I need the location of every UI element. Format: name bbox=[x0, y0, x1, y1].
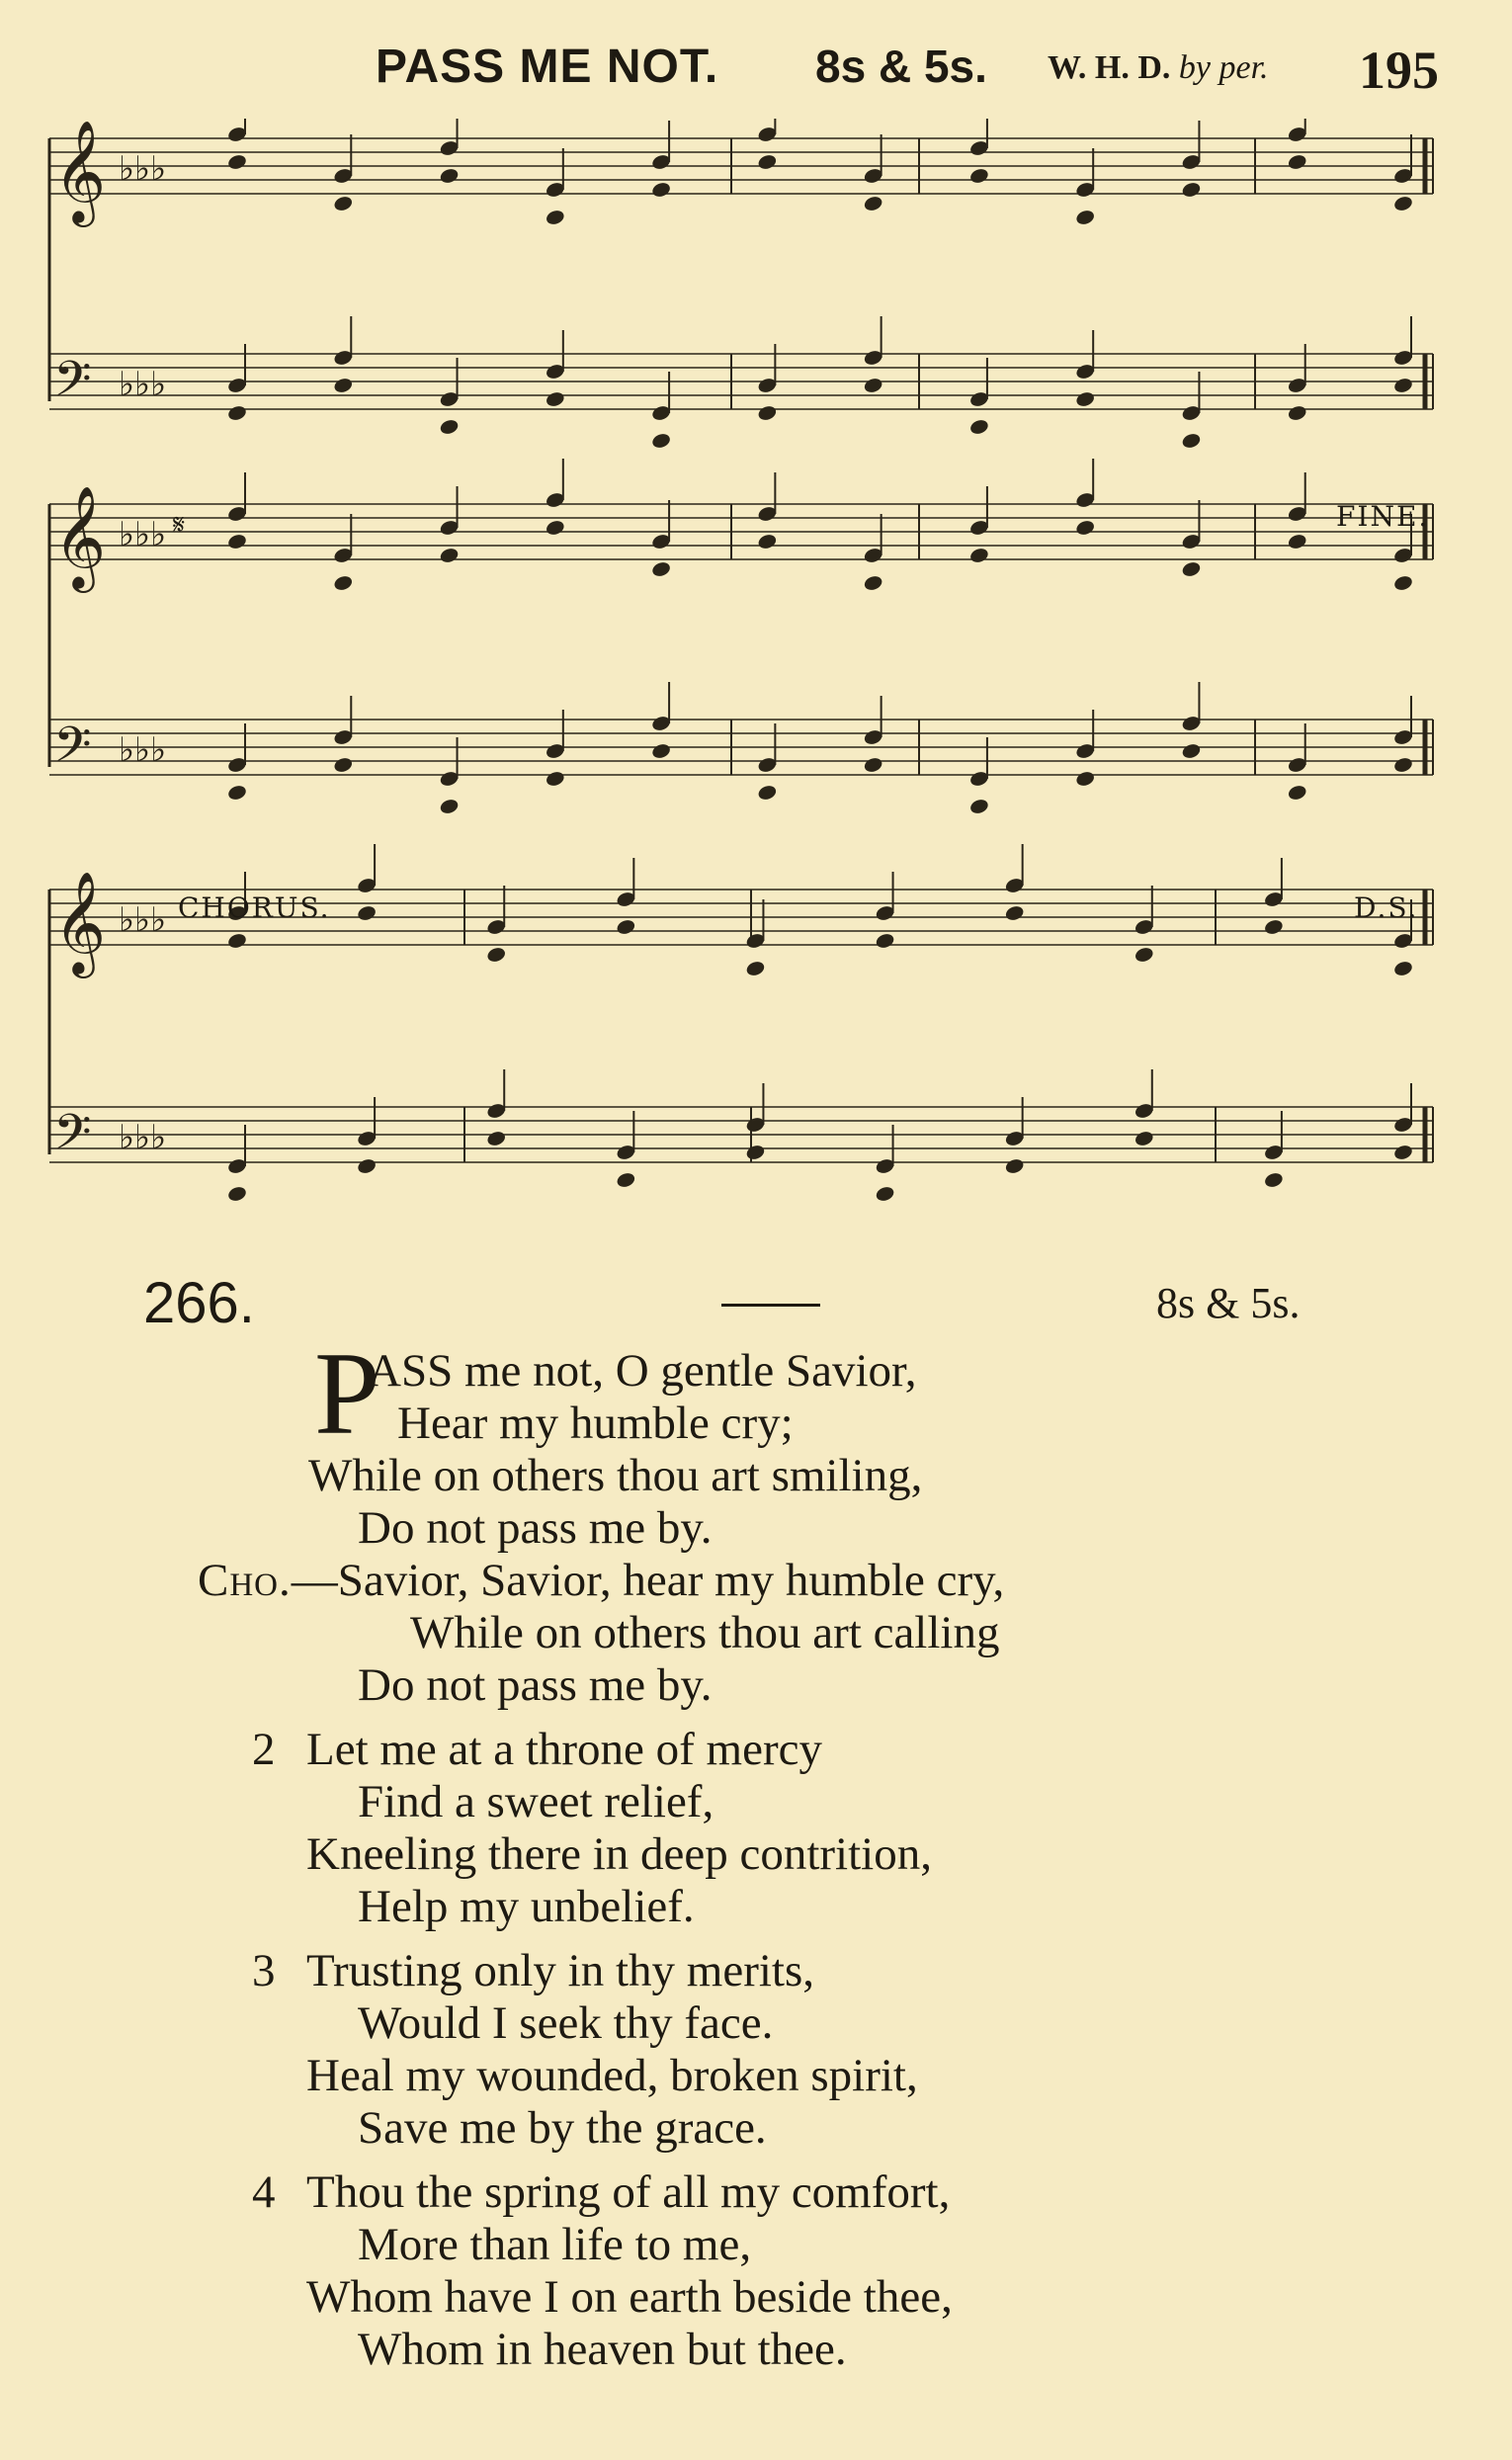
note-head bbox=[875, 1185, 895, 1203]
note-head bbox=[486, 1130, 507, 1147]
note-head bbox=[439, 798, 460, 815]
note-head bbox=[545, 519, 565, 537]
note-head bbox=[650, 560, 671, 578]
drop-cap: P bbox=[314, 1327, 380, 1459]
bass-clef-icon: 𝄢 bbox=[53, 1104, 92, 1173]
chorus-line1-text: —Savior, Savior, hear my humble cry, bbox=[291, 1555, 1005, 1606]
verse2-line4: Help my unbelief. bbox=[358, 1881, 695, 1932]
chorus-label: CHORUS. bbox=[178, 891, 331, 924]
treble-clef-icon: 𝄞 bbox=[53, 120, 107, 223]
note-head bbox=[1287, 533, 1307, 551]
note-head bbox=[1263, 1171, 1284, 1189]
chorus-line3: Do not pass me by. bbox=[358, 1659, 713, 1711]
treble-clef-icon: 𝄞 bbox=[53, 871, 107, 975]
hymn-title: PASS ME NOT. bbox=[376, 41, 719, 93]
verse2-line1: Let me at a throne of mercy bbox=[306, 1724, 822, 1775]
note-head bbox=[1004, 904, 1025, 922]
note-head bbox=[356, 904, 377, 922]
verse1-line1: ASS me not, O gentle Savior, bbox=[368, 1345, 917, 1397]
verse3-line3: Heal my wounded, broken spirit, bbox=[306, 2050, 918, 2101]
key-signature-flats: ♭♭♭ bbox=[119, 730, 167, 770]
note-head bbox=[356, 1157, 377, 1175]
key-signature-flats: ♭♭♭ bbox=[119, 365, 167, 404]
note-head bbox=[650, 181, 671, 199]
note-head bbox=[1075, 770, 1096, 788]
verse2-number: 2 bbox=[252, 1724, 276, 1775]
verse4-line4: Whom in heaven but thee. bbox=[358, 2324, 847, 2375]
note-head bbox=[333, 195, 354, 212]
note-head bbox=[863, 574, 883, 592]
verse1-line3: While on others thou art smiling, bbox=[308, 1450, 923, 1501]
note-head bbox=[226, 1185, 247, 1203]
page-header bbox=[376, 40, 1463, 109]
hymn-number: 266. bbox=[143, 1271, 255, 1335]
note-head bbox=[1075, 519, 1096, 537]
note-head bbox=[1392, 574, 1413, 592]
note-head bbox=[875, 932, 895, 950]
note-head bbox=[1392, 377, 1413, 394]
note-head bbox=[226, 533, 247, 551]
music-notation bbox=[40, 119, 1463, 1245]
verse3-line1: Trusting only in thy merits, bbox=[306, 1945, 815, 1996]
note-head bbox=[757, 533, 778, 551]
bass-clef-icon: 𝄢 bbox=[53, 717, 92, 786]
note-head bbox=[1392, 756, 1413, 774]
note-head bbox=[226, 932, 247, 950]
note-head bbox=[650, 432, 671, 450]
note-head bbox=[1392, 195, 1413, 212]
verse4-line1: Thou the spring of all my comfort, bbox=[306, 2166, 951, 2218]
verse2-line3: Kneeling there in deep contrition, bbox=[306, 1828, 932, 1880]
segno-mark: 𝄋 bbox=[173, 508, 188, 541]
verse1-line4: Do not pass me by. bbox=[358, 1502, 713, 1554]
note-head bbox=[745, 960, 766, 977]
page-number: 195 bbox=[1359, 41, 1439, 100]
note-head bbox=[1181, 181, 1202, 199]
note-head bbox=[757, 404, 778, 422]
credit-note: by per. bbox=[1178, 49, 1269, 86]
treble-clef-icon: 𝄞 bbox=[53, 485, 107, 589]
note-head bbox=[1134, 946, 1154, 964]
note-head bbox=[1392, 960, 1413, 977]
composer-credit bbox=[1048, 49, 1269, 87]
note-head bbox=[1263, 918, 1284, 936]
verse4-line3: Whom have I on earth beside thee, bbox=[306, 2271, 953, 2323]
note-head bbox=[968, 547, 989, 564]
header-meter: 8s & 5s. bbox=[815, 41, 987, 92]
note-head bbox=[333, 756, 354, 774]
note-head bbox=[968, 418, 989, 436]
verse4-number: 4 bbox=[252, 2166, 276, 2218]
note-head bbox=[1075, 390, 1096, 408]
note-head bbox=[745, 1144, 766, 1161]
note-head bbox=[486, 946, 507, 964]
note-head bbox=[757, 153, 778, 171]
bass-clef-icon: 𝄢 bbox=[53, 351, 92, 420]
note-head bbox=[1134, 1130, 1154, 1147]
key-signature-flats: ♭♭♭ bbox=[119, 1118, 167, 1157]
verse3-line2: Would I seek thy face. bbox=[358, 1997, 774, 2049]
note-head bbox=[1181, 432, 1202, 450]
note-head bbox=[1392, 1144, 1413, 1161]
key-signature-flats: ♭♭♭ bbox=[119, 515, 167, 554]
note-head bbox=[226, 153, 247, 171]
note-head bbox=[650, 742, 671, 760]
note-head bbox=[1287, 784, 1307, 802]
note-head bbox=[757, 784, 778, 802]
chorus-abbrev: Cho. bbox=[198, 1555, 292, 1606]
chorus-line1 bbox=[198, 1554, 1004, 1607]
note-head bbox=[1181, 742, 1202, 760]
heading-rule bbox=[721, 1304, 820, 1307]
verse3-line4: Save me by the grace. bbox=[358, 2102, 767, 2154]
note-head bbox=[333, 574, 354, 592]
note-head bbox=[333, 377, 354, 394]
verse3-number: 3 bbox=[252, 1945, 276, 1996]
note-head bbox=[1287, 153, 1307, 171]
verse1-line2: Hear my humble cry; bbox=[397, 1398, 794, 1449]
note-head bbox=[968, 167, 989, 185]
note-head bbox=[863, 756, 883, 774]
hymn-meter: 8s & 5s. bbox=[1156, 1279, 1301, 1327]
note-head bbox=[439, 547, 460, 564]
credit-initials: W. H. D. bbox=[1048, 49, 1171, 86]
note-head bbox=[863, 195, 883, 212]
note-head bbox=[1287, 404, 1307, 422]
note-head bbox=[545, 209, 565, 226]
note-head bbox=[968, 798, 989, 815]
note-head bbox=[439, 167, 460, 185]
verse2-line2: Find a sweet relief, bbox=[358, 1776, 714, 1827]
note-head bbox=[863, 377, 883, 394]
note-head bbox=[1181, 560, 1202, 578]
chorus-line2: While on others thou art calling bbox=[410, 1607, 1000, 1658]
note-head bbox=[545, 770, 565, 788]
note-head bbox=[1075, 209, 1096, 226]
ds-label: D.S. bbox=[1354, 891, 1419, 924]
key-signature-flats: ♭♭♭ bbox=[119, 900, 167, 940]
note-head bbox=[616, 918, 636, 936]
note-head bbox=[545, 390, 565, 408]
key-signature-flats: ♭♭♭ bbox=[119, 149, 167, 189]
note-head bbox=[226, 404, 247, 422]
note-head bbox=[226, 784, 247, 802]
note-head bbox=[439, 418, 460, 436]
fine-label: FINE. bbox=[1336, 500, 1430, 533]
note-head bbox=[616, 1171, 636, 1189]
note-head bbox=[1004, 1157, 1025, 1175]
verse4-line2: More than life to me, bbox=[358, 2219, 752, 2270]
